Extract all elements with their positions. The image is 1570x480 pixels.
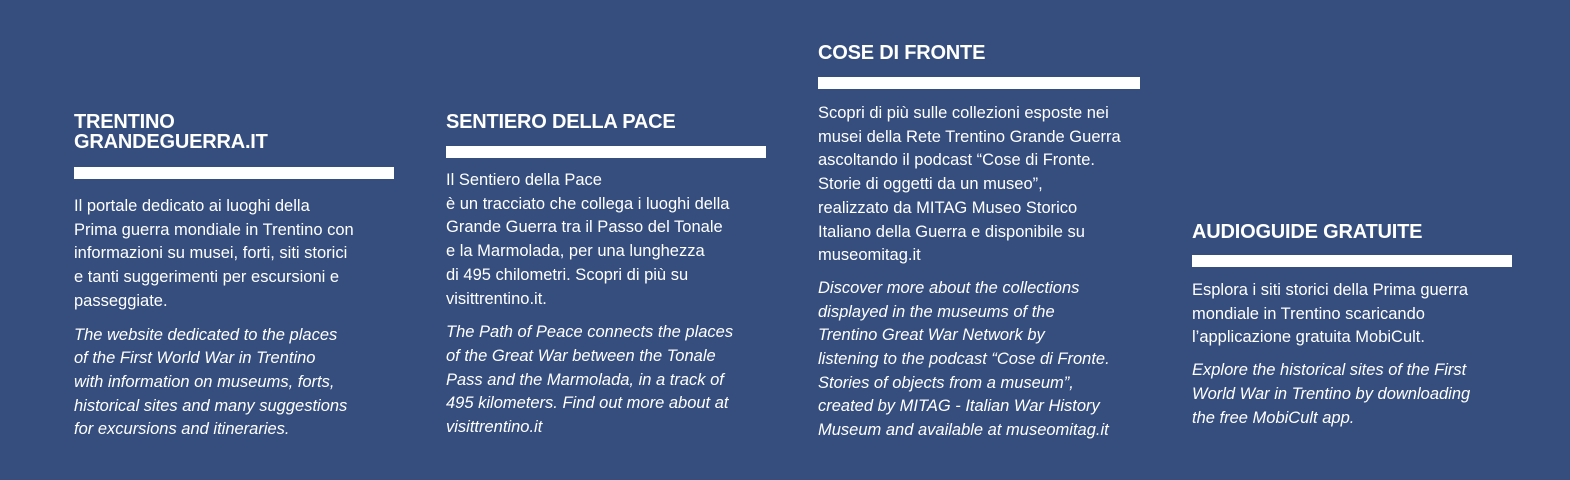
italian-text: Il Sentiero della Pace è un tracciato che collega i luoghi della Grande Guerra tra il Passo del Tonale e la Marmolada, per una lunghezza di 495 chilometri. Scopri di più su visittrentino.it. bbox=[446, 171, 730, 308]
column-cose-di-fronte bbox=[818, 43, 1140, 443]
english-text: Discover more about the collections displayed in the museums of the Trentino Great War Network by listening to the podcast “Cose di Fronte. Stories of objects from a museum”, created by MITAG - Italian War History Museum and available at museomitag.it bbox=[818, 278, 1110, 440]
english-text: Explore the historical sites of the First World War in Trentino by downloading the free MobiCult app. bbox=[1192, 361, 1471, 427]
column-trentino-grandeguerra bbox=[74, 112, 394, 442]
title-underline-bar bbox=[818, 77, 1140, 89]
english-text: The website dedicated to the places of the First World War in Trentino with information on museums, forts, historical sites and many suggestions for excursions and itineraries. bbox=[74, 325, 348, 439]
column-title: TRENTINO GRANDEGUERRA.IT bbox=[74, 111, 268, 153]
title-underline-bar bbox=[1192, 255, 1512, 267]
italian-text: Esplora i siti storici della Prima guerra mondiale in Trentino scaricando l’applicazione gratuita MobiCult. bbox=[1192, 281, 1469, 347]
column-title: SENTIERO DELLA PACE bbox=[446, 111, 676, 133]
column-sentiero-della-pace bbox=[446, 112, 766, 440]
title-underline-bar bbox=[446, 146, 766, 158]
italian-text: Scopri di più sulle collezioni esposte nei musei della Rete Trentino Grande Guerra ascoltando il podcast “Cose di Fronte. Storie di oggetti da un museo”, realizzato da MITAG Museo Storico Italiano della Guerra e disponibile su museomitag.it bbox=[818, 104, 1121, 265]
italian-text: Il portale dedicato ai luoghi della Prima guerra mondiale in Trentino con informazioni su musei, forti, siti storici e tanti suggerimenti per escursioni e passeggiate. bbox=[74, 197, 354, 310]
english-text: The Path of Peace connects the places of the Great War between the Tonale Pass and the Marmolada, in a track of 495 kilometers. Find out more about at visittrentino.it bbox=[446, 323, 734, 437]
column-title: AUDIOGUIDE GRATUITE bbox=[1192, 221, 1423, 243]
column-title: COSE DI FRONTE bbox=[818, 42, 986, 64]
title-underline-bar bbox=[74, 167, 394, 179]
column-audioguide-gratuite bbox=[1192, 222, 1512, 430]
